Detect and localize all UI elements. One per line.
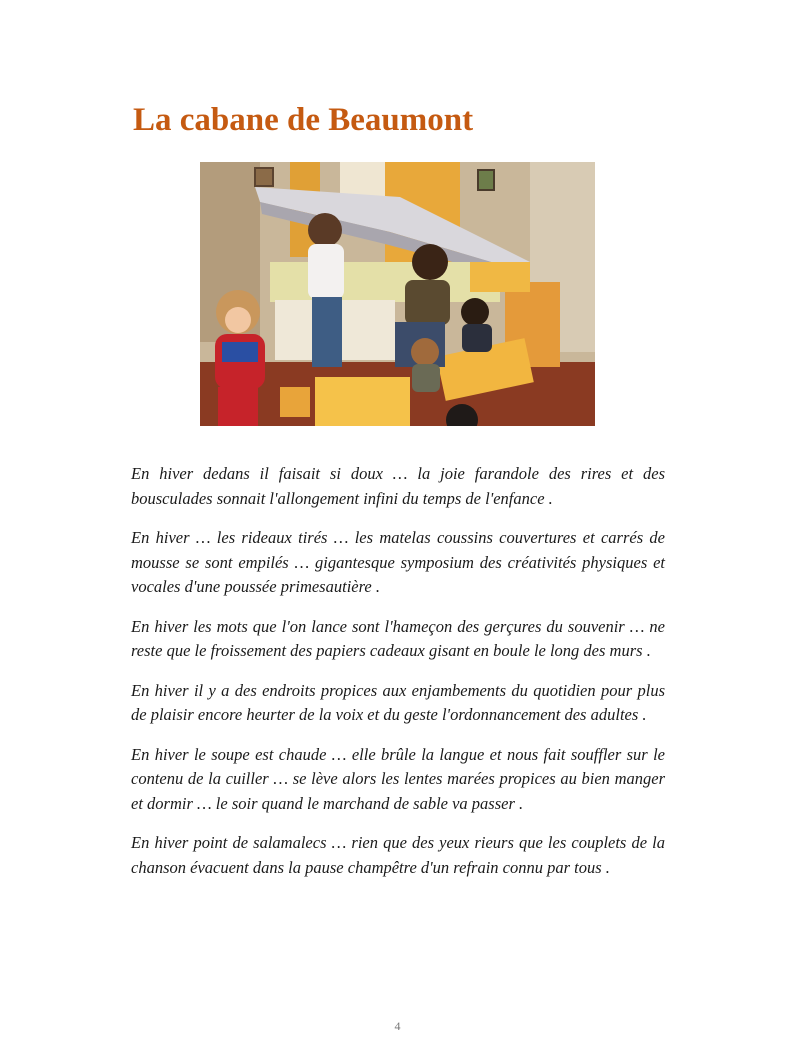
paragraph: En hiver dedans il faisait si doux … la joie farandole des rires et des bousculades sonnait l'allongement infini du temps de l'enfance .	[131, 464, 665, 508]
page-number: 4	[394, 1019, 401, 1033]
paragraph: En hiver le soupe est chaude … elle brûle la langue et nous fait souffler sur le contenu de la cuiller … se lève alors les lentes marées propices au bien manger et dormir … le soir quand le marchand de sable va passer .	[131, 744, 665, 813]
paragraph: En hiver les mots que l'on lance sont l'hameçon des gerçures du souvenir … ne reste que le froissement des papiers cadeaux gisant en boule le long des murs .	[131, 616, 665, 660]
page-title: La cabane de Beaumont	[133, 102, 474, 138]
children-cabin-photo	[200, 162, 595, 426]
paragraph: En hiver … les rideaux tirés … les matelas coussins couvertures et carrés de mousse se sont empilés … gigantesque symposium des créativités physiques et vocales d'une poussée primesautière .	[131, 528, 665, 596]
paragraph: En hiver il y a des endroits propices aux enjambements du quotidien pour plus de plaisir encore heurter de la voix et du geste l'ordonnancement des adultes .	[131, 680, 665, 724]
paragraph: En hiver point de salamalecs … rien que des yeux rieurs que les couplets de la chanson évacuent dans la pause champêtre d'un refrain connu par tous .	[131, 833, 665, 877]
poem-text	[131, 462, 665, 895]
